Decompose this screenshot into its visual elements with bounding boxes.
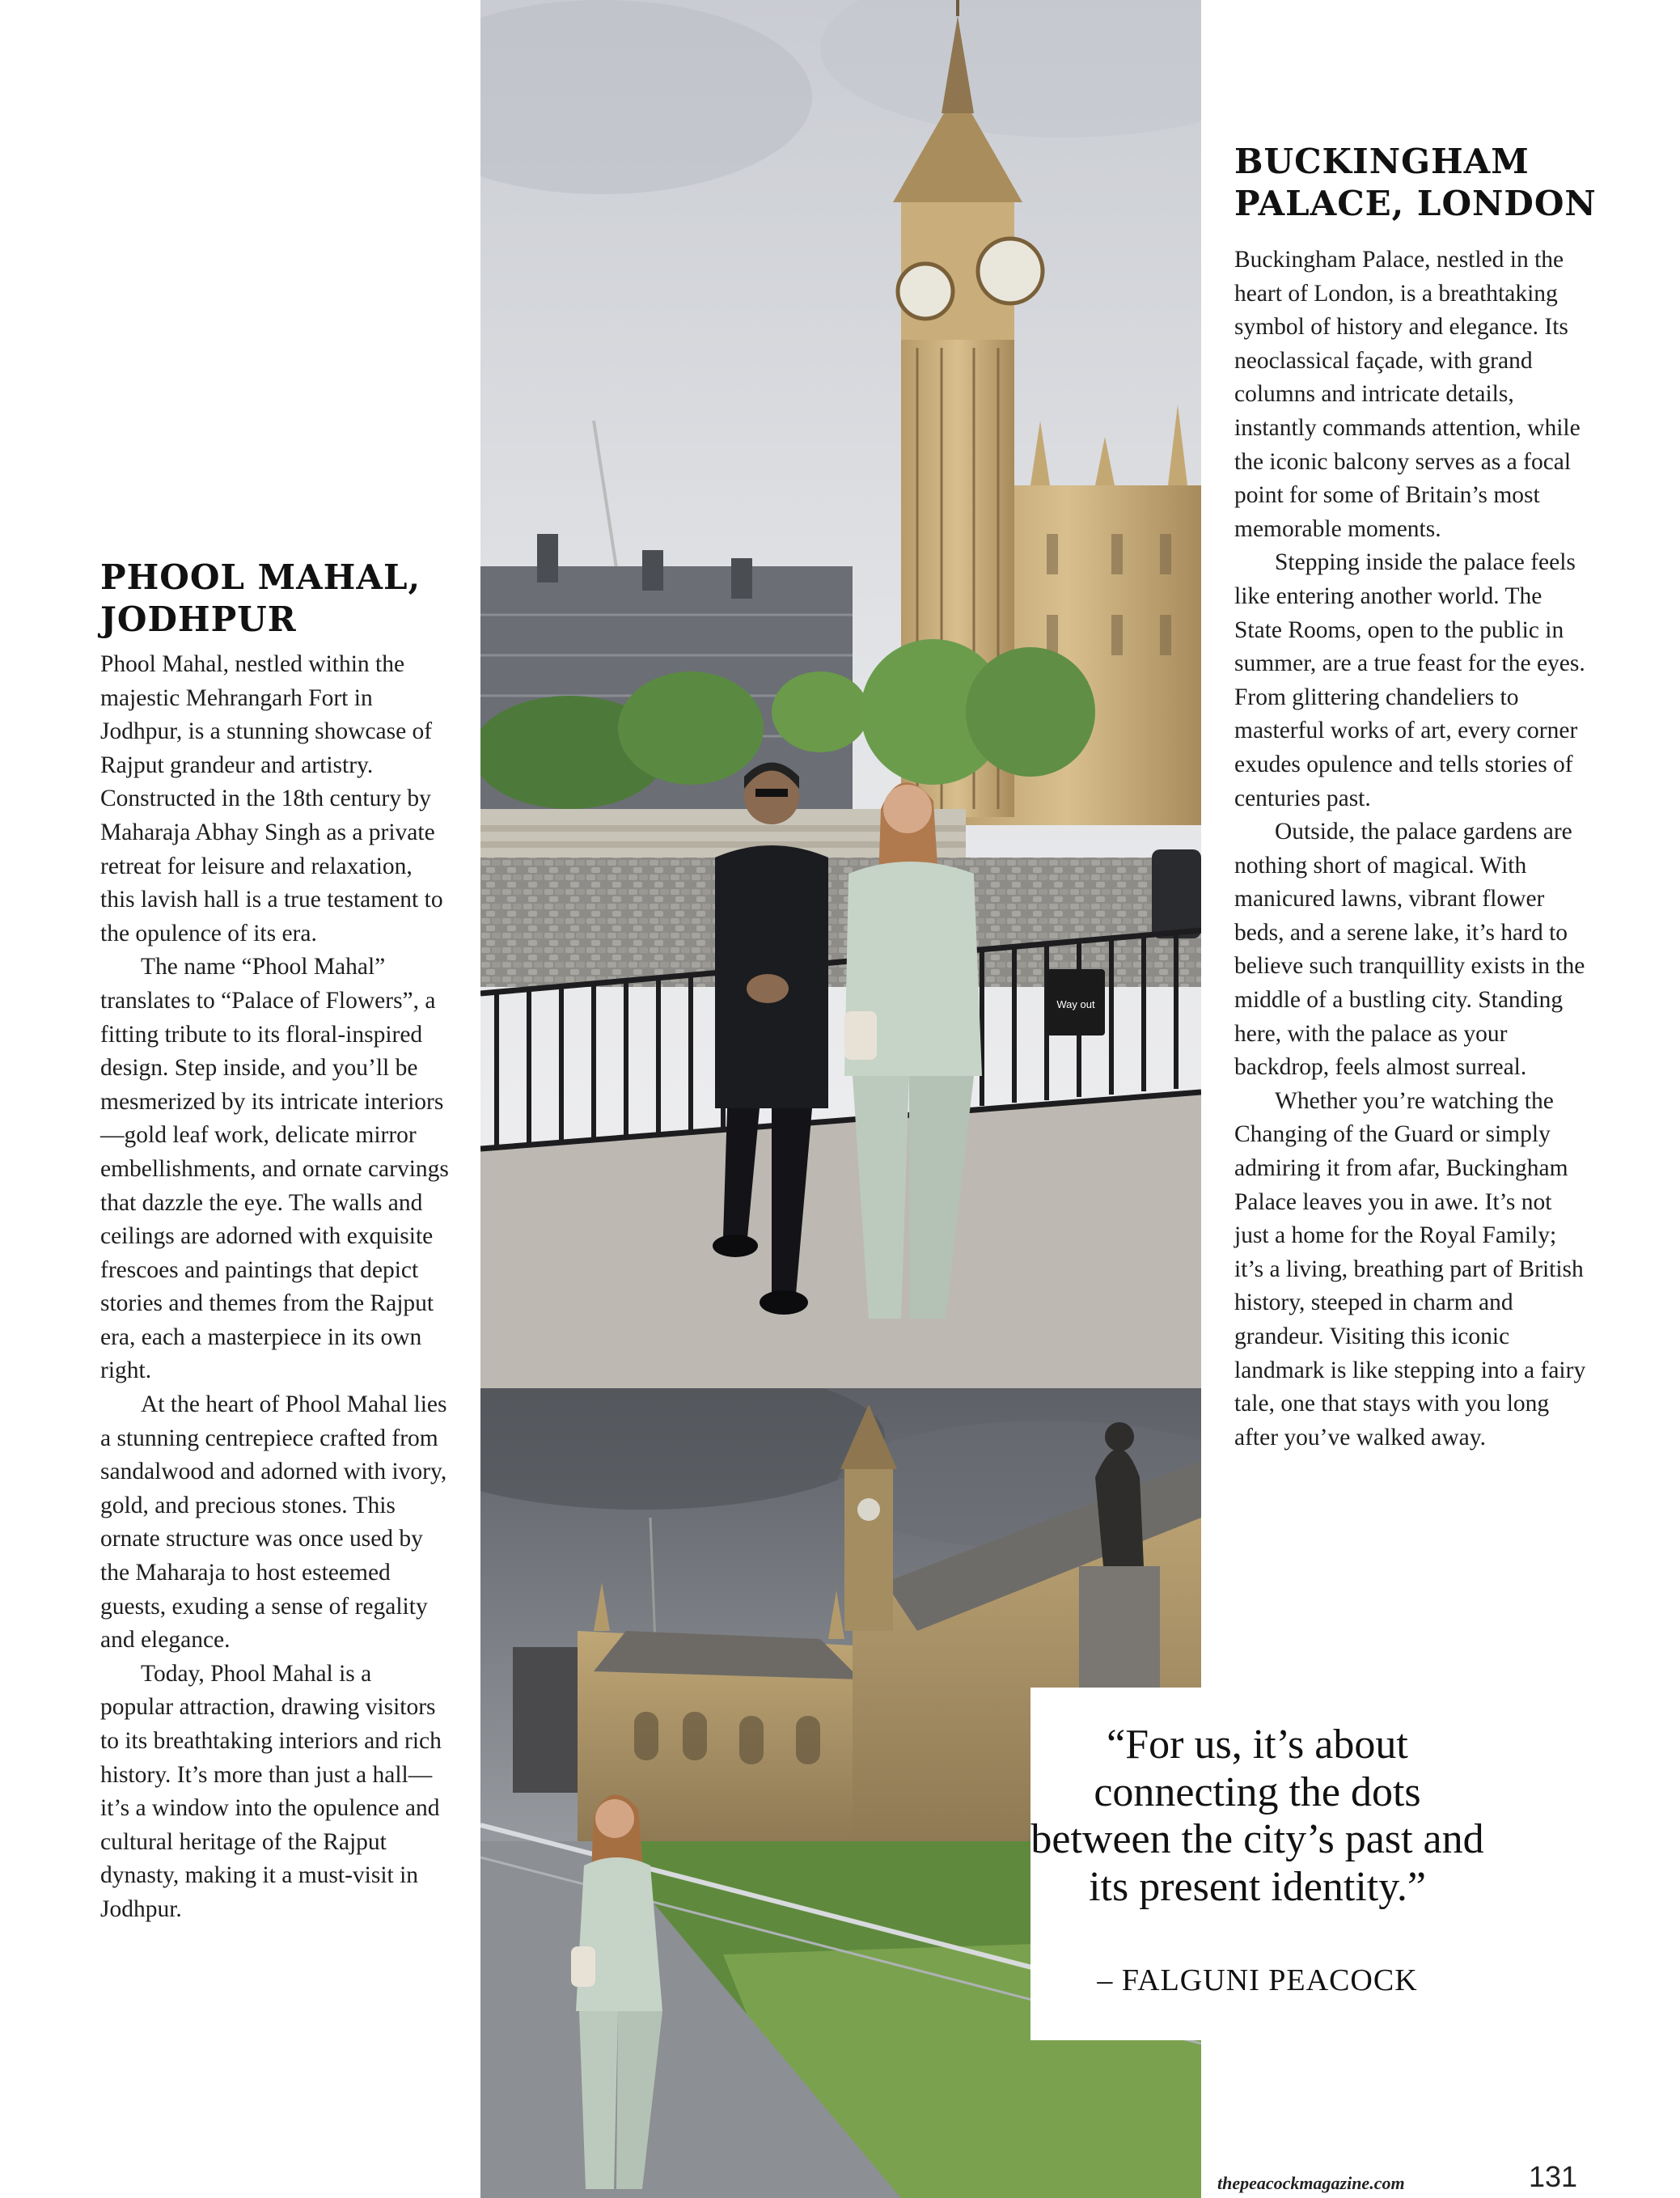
heading-line: BUCKINGHAM	[1234, 142, 1530, 181]
right-article-body	[1234, 244, 1590, 1455]
paragraph: Today, Phool Mahal is a popular attraction, drawing visitors to its breathtaking interiors and rich history. It’s more than just a hall—it’s a window into the opulence and cultural heritage of the Rajput dynasty, making it a must-visit in Jodhpur.	[100, 1660, 442, 1922]
paragraph: Whether you’re watching the Changing of the Guard or simply admiring it from afar, Buckingham Palace leaves you in awe. It’s not just a home for the Royal Family; it’s a living, breathing part of British history, steeped in charm and grandeur. Visiting this iconic landmark is like stepping into a fairy tale, one that stays with you long after you’ve walked away.	[1234, 1087, 1586, 1451]
way-out-sign-text: Way out	[1056, 998, 1095, 1010]
right-article-heading	[1234, 141, 1597, 225]
paragraph: At the heart of Phool Mahal lies a stunning centrepiece crafted from sandalwood and adorned with ivory, gold, and precious stones. This ornate structure was once used by the Maharaja to host esteemed guests, exuding a sense of regality and elegance.	[100, 1391, 447, 1654]
heading-line: PHOOL MAHAL,	[100, 557, 421, 597]
heading-line: PALACE, LONDON	[1234, 184, 1597, 223]
pull-quote-text: “For us, it’s about connecting the dots between the city’s past and its present identity.”	[1030, 1722, 1484, 1910]
paragraph: Stepping inside the palace feels like entering another world. The State Rooms, open to the public in summer, are a true feast for the eyes. From glittering chandeliers to masterful works of art, every corner exudes opulence and tells stories of centuries past.	[1234, 549, 1585, 811]
pull-quote-box	[1030, 1688, 1484, 2040]
magazine-website: thepeacockmagazine.com	[1217, 2173, 1405, 2193]
left-article-heading	[100, 557, 421, 641]
photo-big-ben-couple	[480, 0, 1201, 1388]
page-number: 131	[1529, 2160, 1578, 2193]
paragraph: Outside, the palace gardens are nothing short of magical. With manicured lawns, vibrant flower beds, and a serene lake, it’s hard to believe such tranquillity exists in the middle of a bustling city. Standing here, with the palace as your backdrop, feels almost surreal.	[1234, 819, 1585, 1081]
paragraph: The name “Phool Mahal” translates to “Palace of Flowers”, a fitting tribute to its floral-inspired design. Step inside, and you’ll be mesmerized by its intricate interiors—gold leaf work, delicate mirror embellishments, and ornate carvings that dazzle the eye. The walls and ceilings are adorned with exquisite frescoes and paintings that depict stories and themes from the Rajput era, each a masterpiece in its own right.	[100, 954, 449, 1384]
left-article-body	[100, 648, 450, 1927]
pull-quote-author: – FALGUNI PEACOCK	[1097, 1963, 1418, 1997]
heading-line: JODHPUR	[100, 599, 297, 639]
paragraph: Phool Mahal, nestled within the majestic Mehrangarh Fort in Jodhpur, is a stunning showcase of Rajput grandeur and artistry. Constructed in the 18th century by Maharaja Abhay Singh as a private retreat for leisure and relaxation, this lavish hall is a true testament to the opulence of its era.	[100, 651, 443, 947]
paragraph: Buckingham Palace, nestled in the heart of London, is a breathtaking symbol of history and elegance. Its neoclassical façade, with grand columns and intricate details, instantly commands attention, while the iconic balcony serves as a focal point for some of Britain’s most memorable moments.	[1234, 247, 1581, 542]
